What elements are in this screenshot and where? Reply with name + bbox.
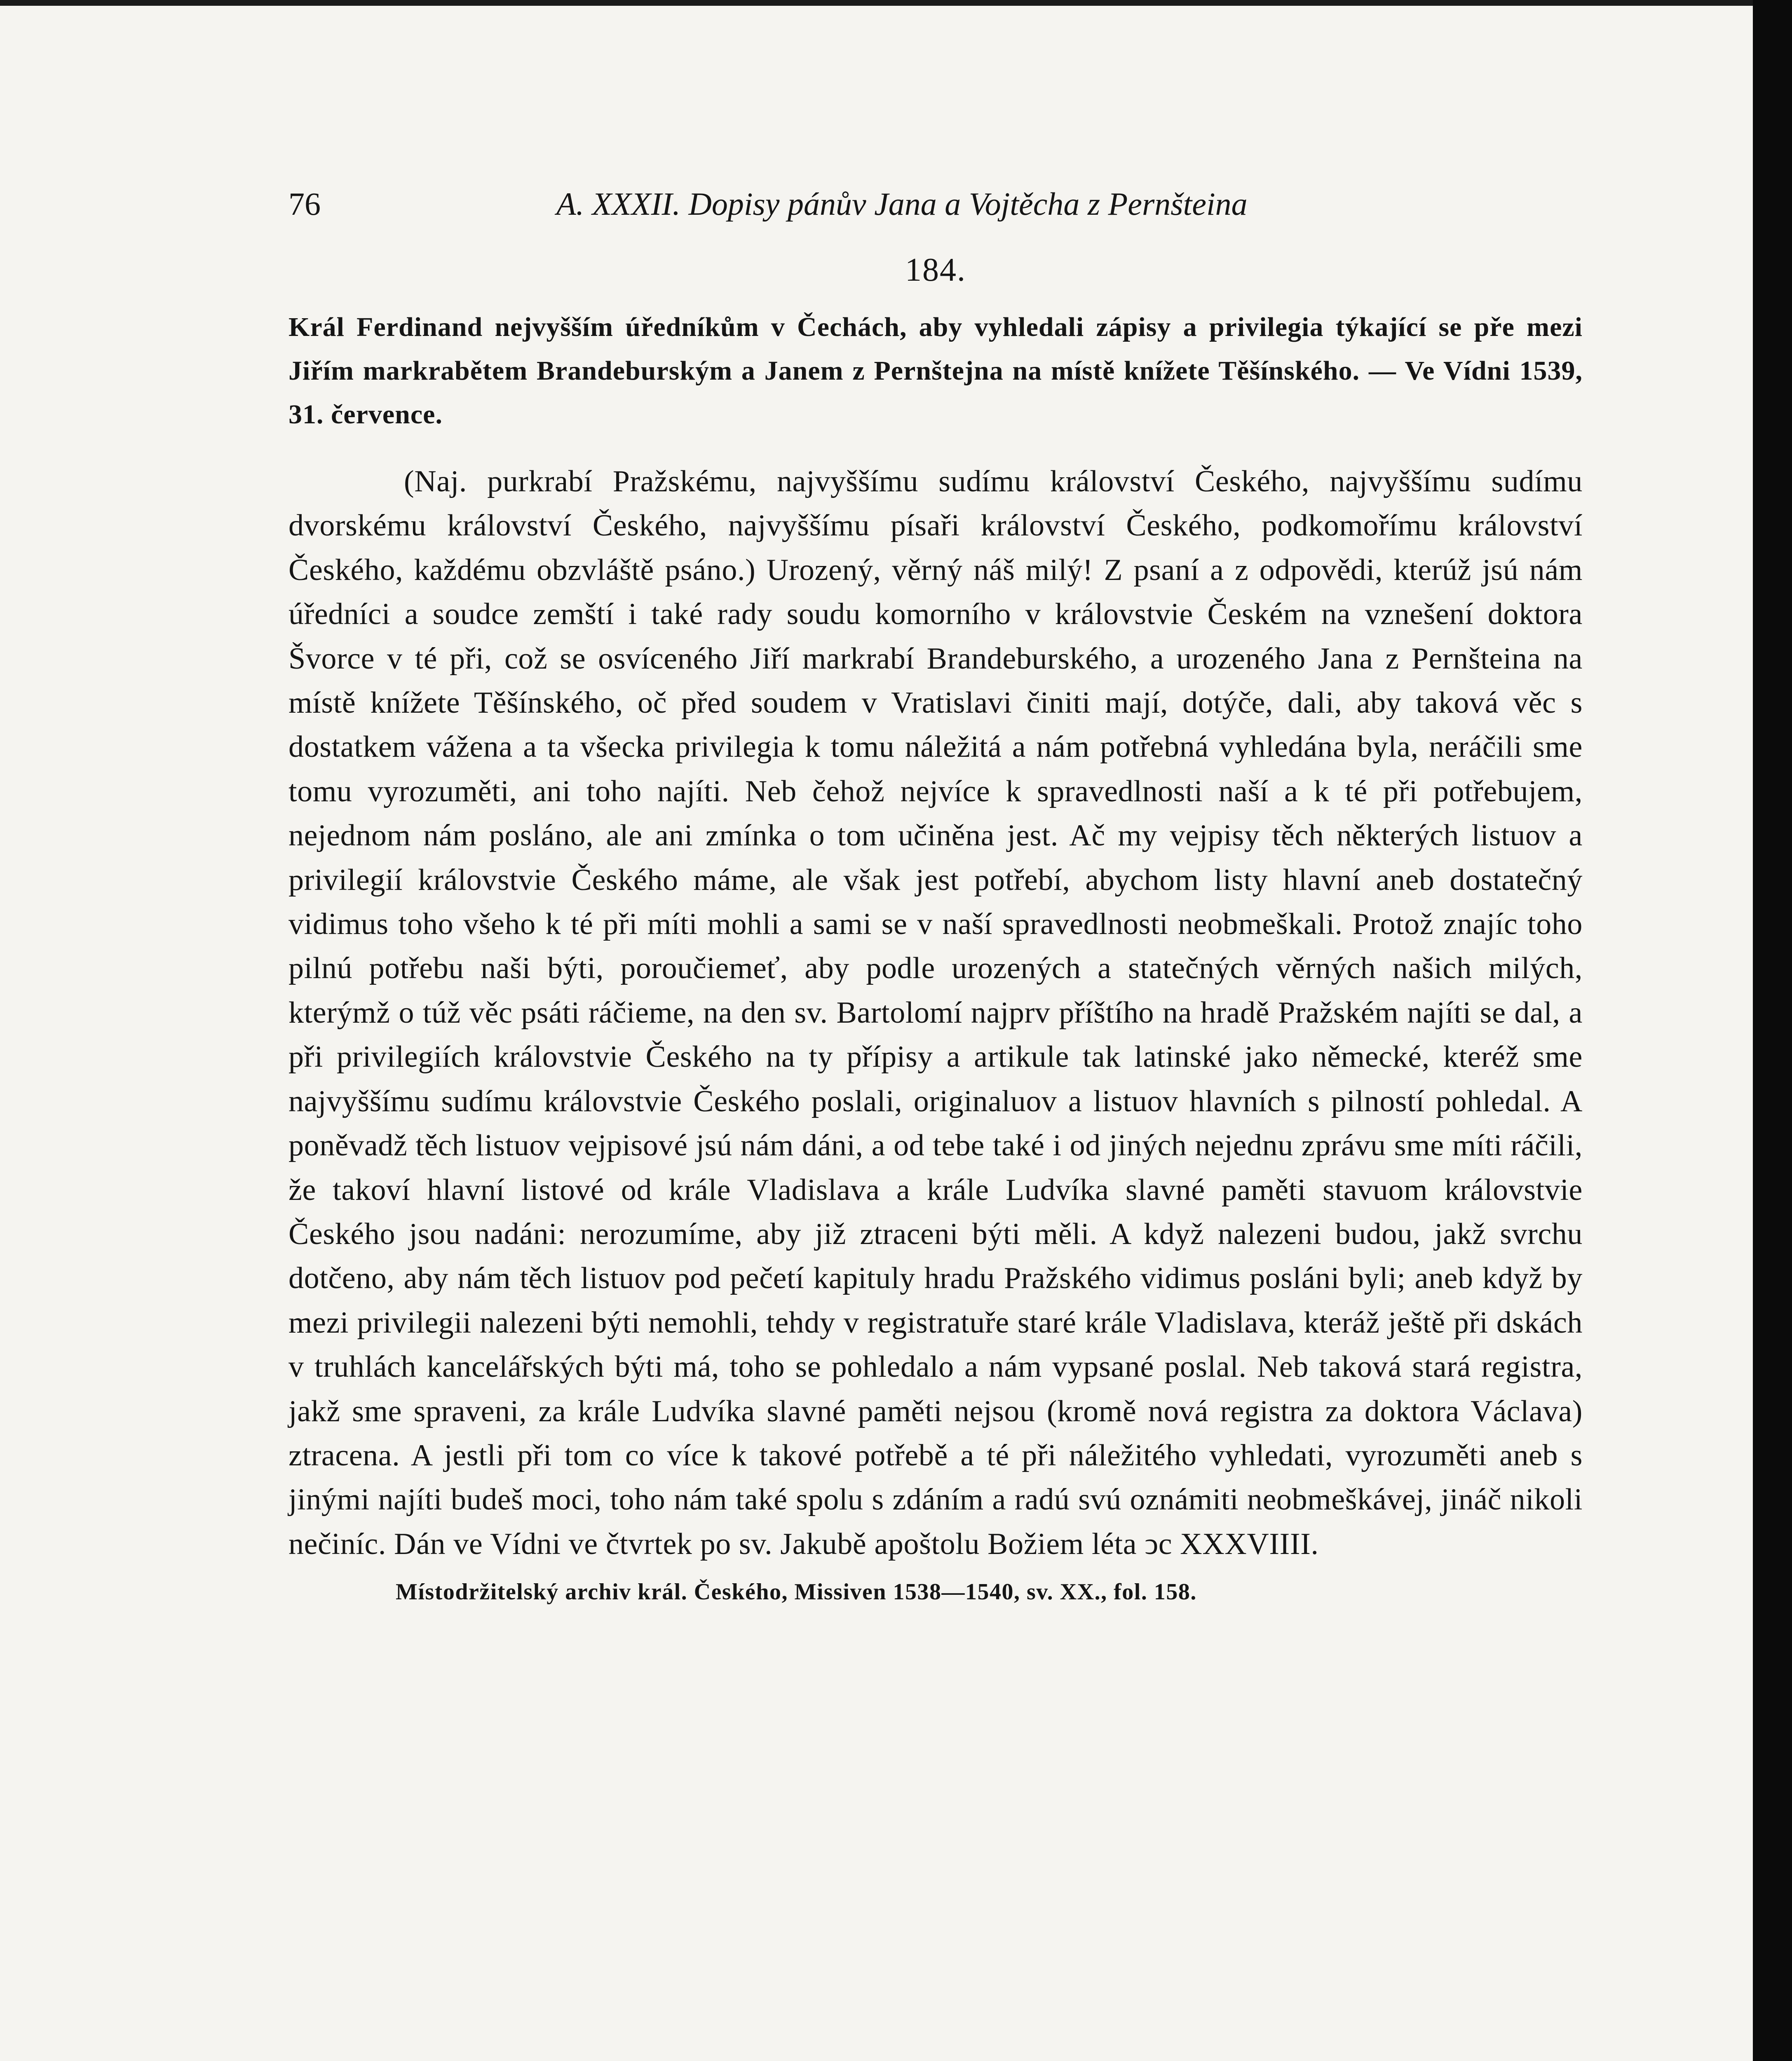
scan-right-edge xyxy=(1753,0,1792,2061)
letter-text: (Naj. purkrabí Pražskému, najvyššímu sudímu království Českého, najvyššímu sudímu dvorskému království Českého, najvyššímu písaři království Českého, podkomořímu království Českého, každému obzvláště psáno.) Urozený, věrný náš milý! Z psaní a z odpovědi, kterúž jsú nám úředníci a soudce zemští i také rady soudu komorního v královstvie Českém na vznešení doktora Švorce v té při, což se osvíceného Jiří markrabí Brandeburského, a urozeného Jana z Pernšteina na místě knížete Těšínského, oč před soudem v Vratislavi činiti mají, dotýče, dali, aby taková věc s dostatkem vážena a ta všecka privilegia k tomu náležitá a nám potřebná vyhledána byla, neráčili sme tomu vyrozuměti, ani toho najíti. Neb čehož nejvíce k spravedlnosti naší a k té při potřebujem, nejednom nám posláno, ale ani zmínka o tom učiněna jest. Ač my vejpisy těch některých listuov a privilegií královstvie Českého máme, ale však jest potřebí, abychom listy hlavní aneb dostatečný vidimus toho všeho k té při míti mohli a sami se v naší spravedlnosti neobmeškali. Protož znajíc toho pilnú potřebu naši býti, poroučiemeť, aby podle urozených a statečných věrných našich milých, kterýmž o túž věc psáti ráčieme, na den sv. Bartolomí najprv příštího na hradě Pražském najíti se dal, a při privilegiích královstvie Českého na ty přípisy a artikule tak latinské jako německé, kteréž sme najvyššímu sudímu královstvie Českého poslali, originaluov a listuov hlavních s pilností pohledal. A poněvadž těch listuov vejpisové jsú nám dáni, a od tebe také i od jiných nejednu zprávu sme míti ráčili, že takoví hlavní listové od krále Vladislava a krále Ludvíka slavné paměti stavuom královstvie Českého jsou nadáni: nerozumíme, aby již ztraceni býti měli. A když nalezeni budou, jakž svrchu dotčeno, aby nám těch listuov pod pečetí kapituly hradu Pražského vidimus posláni byli; aneb když by mezi privilegii nalezeni býti nemohli, tehdy v registratuře staré krále Vladislava, kteráž ještě při dskách v truhlách kancelářských býti má, toho se pohledalo a nám vypsané poslal. Neb taková stará registra, jakž sme spraveni, za krále Ludvíka slavné paměti nejsou (kromě nová registra za doktora Václava) ztracena. A jestli při tom co více k takové potřebě a té při náležitého vyhledati, vyrozuměti aneb s jinými najíti budeš moci, toho nám také spolu s zdáním a radú svú oznámiti neobmeškávej, jináč nikoli nečiníc. Dán ve Vídni ve čtvrtek po sv. Jakubě apoštolu Božiem léta ͻc XXXVIIII. xyxy=(289,465,1583,1561)
page-header xyxy=(289,177,1583,227)
archival-source: Místodržitelský archiv král. Českého, Missiven 1538—1540, sv. XX., fol. 158. xyxy=(396,1579,1197,1605)
document-number: 184. xyxy=(905,252,966,288)
page-number: 76 xyxy=(289,186,321,222)
regest-date: — Ve Vídni 1539, 31. července. xyxy=(289,356,1583,430)
document-regest xyxy=(289,305,1583,437)
running-head: A. XXXII. Dopisy pánův Jana a Vojtěcha z Pernšteina xyxy=(556,186,1248,222)
document-page xyxy=(289,177,1583,1605)
regest-main: Král Ferdinand nejvyšším úředníkům v Čechách, aby vyhledali zápisy a privilegia týkající se pře mezi Jiřím markrabětem Brandeburským a Janem z Pernštejna na místě knížete Těšínského. xyxy=(289,312,1583,386)
scan-top-edge xyxy=(0,0,1753,6)
